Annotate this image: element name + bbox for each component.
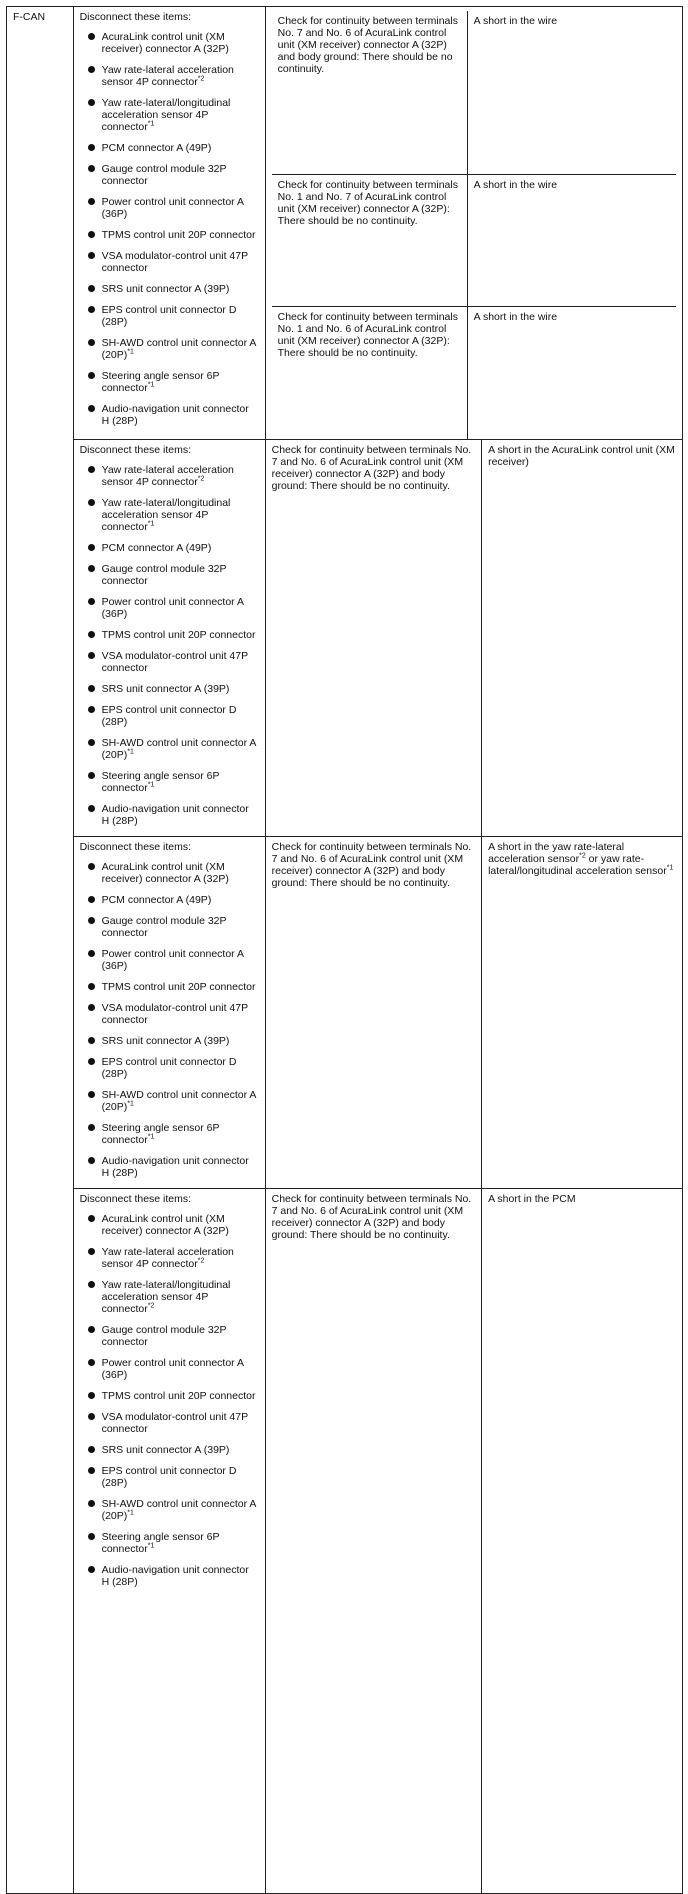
- list-item: [80, 542, 259, 554]
- list-item: [80, 1498, 259, 1522]
- list-item: [80, 704, 259, 728]
- system-label: [7, 7, 74, 1894]
- check-subrow: [272, 307, 676, 440]
- bullet-icon: [88, 339, 95, 346]
- bullet-icon: [88, 565, 95, 572]
- list-item: [80, 1155, 259, 1179]
- disconnect-items-cell: [73, 1189, 265, 1894]
- bullet-icon: [88, 1124, 95, 1131]
- disconnect-list: [80, 31, 259, 427]
- list-item: [80, 1411, 259, 1435]
- bullet-icon: [88, 1413, 95, 1420]
- probable-cause-text: A short in the yaw rate-lateral acceleration sensor: [488, 841, 625, 865]
- footnote-mark: *1: [127, 348, 134, 356]
- list-item: [80, 497, 259, 533]
- list-item: [80, 229, 259, 241]
- check-subtable: [272, 11, 676, 439]
- bullet-icon: [88, 306, 95, 313]
- bullet-icon: [88, 372, 95, 379]
- list-item: [80, 31, 259, 55]
- disconnect-intro: Disconnect these items:: [79, 11, 192, 23]
- disconnect-items-cell: [73, 837, 265, 1189]
- list-item: [80, 337, 259, 361]
- check-subrow: [272, 175, 676, 307]
- list-item: [80, 1564, 259, 1588]
- list-item: [80, 596, 259, 620]
- list-item: [80, 1246, 259, 1270]
- list-item-label: Audio-navigation unit connector H (28P): [101, 1564, 249, 1588]
- list-item: [80, 1531, 259, 1555]
- list-item: [80, 894, 259, 906]
- bullet-icon: [88, 863, 95, 870]
- bullet-icon: [88, 466, 95, 473]
- list-item-label: PCM connector A (49P): [101, 542, 212, 554]
- footnote-mark: *1: [147, 1133, 155, 1141]
- bullet-icon: [88, 1500, 95, 1507]
- check-procedure: Check for continuity between terminals No. 7 and No. 6 of AcuraLink control unit (XM receiver) connector A (32P) and body ground: There should be no continuity.: [265, 440, 481, 837]
- list-item: [80, 1122, 259, 1146]
- bullet-icon: [88, 1058, 95, 1065]
- bullet-icon: [88, 685, 95, 692]
- bullet-icon: [88, 706, 95, 713]
- list-item: [80, 1089, 259, 1113]
- bullet-icon: [88, 544, 95, 551]
- list-item: [80, 370, 259, 394]
- check-procedure: Check for continuity between terminals No. 7 and No. 6 of AcuraLink control unit (XM receiver) connector A (32P) and body ground: There should be no continuity.: [265, 837, 481, 1189]
- bullet-icon: [88, 896, 95, 903]
- list-item-label: Audio-navigation unit connector H (28P): [101, 803, 249, 827]
- bullet-icon: [88, 1467, 95, 1474]
- list-item-label: Steering angle sensor 6P connector: [101, 770, 220, 794]
- list-item-label: SRS unit connector A (39P): [101, 283, 230, 295]
- disconnect-list: [80, 464, 259, 827]
- list-item-label: Yaw rate-lateral acceleration sensor 4P connector: [101, 464, 234, 488]
- bullet-icon: [88, 1446, 95, 1453]
- list-item-label: VSA modulator-control unit 47P connector: [101, 250, 248, 274]
- list-item-label: VSA modulator-control unit 47P connector: [101, 650, 248, 674]
- list-item: [80, 770, 259, 794]
- bullet-icon: [88, 1004, 95, 1011]
- list-item-label: Gauge control module 32P connector: [101, 1324, 227, 1348]
- bullet-icon: [88, 772, 95, 779]
- bullet-icon: [88, 198, 95, 205]
- list-item-label: Power control unit connector A (36P): [101, 596, 244, 620]
- list-item-label: EPS control unit connector D (28P): [101, 704, 237, 728]
- list-item: [80, 304, 259, 328]
- list-item-label: TPMS control unit 20P connector: [101, 629, 256, 641]
- list-item: [80, 629, 259, 641]
- footnote-mark: *2: [197, 75, 205, 83]
- list-item-label: Steering angle sensor 6P connector: [101, 1122, 220, 1146]
- table-row: [7, 440, 683, 837]
- list-item-label: Power control unit connector A (36P): [101, 948, 244, 972]
- list-item: [80, 737, 259, 761]
- footnote-mark: *1: [147, 781, 155, 789]
- troubleshooting-table: [6, 6, 683, 1894]
- list-item: [80, 1444, 259, 1456]
- list-item: [80, 163, 259, 187]
- bullet-icon: [88, 983, 95, 990]
- system-label-text: F-CAN: [13, 11, 46, 23]
- bullet-icon: [88, 1566, 95, 1573]
- bullet-icon: [88, 1215, 95, 1222]
- footnote-mark: *1: [147, 120, 155, 128]
- list-item-label: Yaw rate-lateral/longitudinal acceleration sensor 4P connector: [101, 497, 231, 533]
- list-item: [80, 1324, 259, 1348]
- footnote-mark: *1: [127, 1509, 134, 1517]
- footnote-mark: *2: [579, 852, 586, 860]
- footnote-mark: *1: [666, 864, 674, 872]
- check-procedure: Check for continuity between terminals No. 7 and No. 6 of AcuraLink control unit (XM receiver) connector A (32P) and body ground: There should be no continuity.: [265, 1189, 481, 1894]
- list-item-label: Gauge control module 32P connector: [101, 163, 227, 187]
- disconnect-list: [80, 861, 259, 1179]
- list-item-label: Audio-navigation unit connector H (28P): [101, 403, 249, 427]
- check-subrow: [272, 11, 676, 175]
- list-item-label: SH-AWD control unit connector A (20P): [101, 337, 256, 361]
- list-item-label: EPS control unit connector D (28P): [101, 304, 237, 328]
- probable-cause: A short in the wire: [467, 175, 676, 307]
- list-item-label: PCM connector A (49P): [101, 142, 212, 154]
- bullet-icon: [88, 1281, 95, 1288]
- disconnect-items-cell: [73, 7, 265, 440]
- list-item-label: Steering angle sensor 6P connector: [101, 1531, 220, 1555]
- list-item: [80, 948, 259, 972]
- bullet-icon: [88, 33, 95, 40]
- list-item: [80, 1390, 259, 1402]
- list-item-label: SRS unit connector A (39P): [101, 683, 230, 695]
- table-row: [7, 1189, 683, 1894]
- list-item-label: TPMS control unit 20P connector: [101, 229, 256, 241]
- list-item: [80, 1035, 259, 1047]
- list-item-label: SH-AWD control unit connector A (20P): [101, 737, 256, 761]
- list-item: [80, 1465, 259, 1489]
- bullet-icon: [88, 499, 95, 506]
- bullet-icon: [88, 285, 95, 292]
- bullet-icon: [88, 1091, 95, 1098]
- bullet-icon: [88, 1533, 95, 1540]
- list-item-label: Gauge control module 32P connector: [101, 915, 227, 939]
- disconnect-intro: Disconnect these items:: [79, 1193, 192, 1205]
- bullet-icon: [88, 739, 95, 746]
- list-item-label: Gauge control module 32P connector: [101, 563, 227, 587]
- table-row: [7, 837, 683, 1189]
- list-item-label: VSA modulator-control unit 47P connector: [101, 1002, 248, 1026]
- list-item-label: SRS unit connector A (39P): [101, 1444, 230, 1456]
- bullet-icon: [88, 631, 95, 638]
- list-item-label: VSA modulator-control unit 47P connector: [101, 1411, 248, 1435]
- list-item-label: Yaw rate-lateral/longitudinal acceleration sensor 4P connector: [101, 1279, 231, 1315]
- list-item-label: EPS control unit connector D (28P): [101, 1056, 237, 1080]
- check-procedure: Check for continuity between terminals No. 7 and No. 6 of AcuraLink control unit (XM receiver) connector A (32P) and body ground: There should be no continuity.: [272, 11, 468, 175]
- bullet-icon: [88, 598, 95, 605]
- list-item: [80, 1213, 259, 1237]
- list-item: [80, 142, 259, 154]
- list-item: [80, 563, 259, 587]
- disconnect-items-cell: [73, 440, 265, 837]
- list-item: [80, 250, 259, 274]
- bullet-icon: [88, 1248, 95, 1255]
- probable-cause-text: A short in the PCM: [488, 1193, 576, 1205]
- bullet-icon: [88, 1326, 95, 1333]
- list-item-label: Yaw rate-lateral/longitudinal acceleration sensor 4P connector: [101, 97, 231, 133]
- disconnect-intro: Disconnect these items:: [79, 444, 192, 456]
- list-item: [80, 64, 259, 88]
- footnote-mark: *1: [147, 520, 155, 528]
- probable-cause: [482, 440, 683, 837]
- probable-cause: A short in the wire: [467, 11, 676, 175]
- footnote-mark: *1: [147, 1542, 155, 1550]
- list-item: [80, 1002, 259, 1026]
- list-item: [80, 1279, 259, 1315]
- footnote-mark: *2: [147, 1302, 155, 1310]
- bullet-icon: [88, 99, 95, 106]
- bullet-icon: [88, 231, 95, 238]
- probable-cause-text: A short in the AcuraLink control unit (XM receiver): [488, 444, 675, 468]
- list-item-label: TPMS control unit 20P connector: [101, 1390, 256, 1402]
- list-item-label: Audio-navigation unit connector H (28P): [101, 1155, 249, 1179]
- list-item-label: SRS unit connector A (39P): [101, 1035, 230, 1047]
- list-item: [80, 650, 259, 674]
- probable-cause: [482, 1189, 683, 1894]
- list-item-label: Steering angle sensor 6P connector: [101, 370, 220, 394]
- check-group: [265, 7, 682, 440]
- list-item-label: AcuraLink control unit (XM receiver) connector A (32P): [101, 1213, 229, 1237]
- probable-cause-text: or yaw rate-lateral/longitudinal acceleration sensor: [488, 853, 667, 877]
- footnote-mark: *1: [127, 748, 134, 756]
- list-item: [80, 861, 259, 885]
- list-item: [80, 1357, 259, 1381]
- bullet-icon: [88, 950, 95, 957]
- bullet-icon: [88, 252, 95, 259]
- list-item: [80, 1056, 259, 1080]
- list-item-label: Power control unit connector A (36P): [101, 1357, 244, 1381]
- footnote-mark: *1: [127, 1100, 134, 1108]
- footnote-mark: *2: [197, 475, 205, 483]
- bullet-icon: [88, 805, 95, 812]
- bullet-icon: [88, 405, 95, 412]
- list-item-label: EPS control unit connector D (28P): [101, 1465, 237, 1489]
- list-item: [80, 981, 259, 993]
- probable-cause: A short in the wire: [473, 311, 558, 323]
- list-item: [80, 464, 259, 488]
- bullet-icon: [88, 165, 95, 172]
- list-item-label: TPMS control unit 20P connector: [101, 981, 256, 993]
- footnote-mark: *1: [147, 381, 155, 389]
- bullet-icon: [88, 1157, 95, 1164]
- list-item-label: AcuraLink control unit (XM receiver) connector A (32P): [101, 31, 229, 55]
- check-procedure: Check for continuity between terminals No. 1 and No. 6 of AcuraLink control unit (XM receiver) connector A (32P): There should be no continuity.: [272, 307, 468, 440]
- disconnect-list: [80, 1213, 259, 1588]
- list-item-label: SH-AWD control unit connector A (20P): [101, 1498, 256, 1522]
- bullet-icon: [88, 66, 95, 73]
- bullet-icon: [88, 1392, 95, 1399]
- list-item: [80, 403, 259, 427]
- list-item: [80, 196, 259, 220]
- list-item: [80, 97, 259, 133]
- bullet-icon: [88, 917, 95, 924]
- table-row: [7, 7, 683, 440]
- list-item-label: AcuraLink control unit (XM receiver) connector A (32P): [101, 861, 229, 885]
- list-item-label: SH-AWD control unit connector A (20P): [101, 1089, 256, 1113]
- bullet-icon: [88, 652, 95, 659]
- bullet-icon: [88, 144, 95, 151]
- list-item-label: Power control unit connector A (36P): [101, 196, 244, 220]
- footnote-mark: *2: [197, 1257, 205, 1265]
- list-item: [80, 683, 259, 695]
- check-procedure: Check for continuity between terminals No. 1 and No. 7 of AcuraLink control unit (XM receiver) connector A (32P): There should be no continuity.: [272, 175, 468, 307]
- disconnect-intro: Disconnect these items:: [79, 841, 192, 853]
- bullet-icon: [88, 1037, 95, 1044]
- probable-cause: [482, 837, 683, 1189]
- list-item-label: Yaw rate-lateral acceleration sensor 4P connector: [101, 1246, 234, 1270]
- list-item-label: Yaw rate-lateral acceleration sensor 4P connector: [101, 64, 234, 88]
- bullet-icon: [88, 1359, 95, 1366]
- list-item: [80, 283, 259, 295]
- list-item-label: PCM connector A (49P): [101, 894, 212, 906]
- list-item: [80, 803, 259, 827]
- list-item: [80, 915, 259, 939]
